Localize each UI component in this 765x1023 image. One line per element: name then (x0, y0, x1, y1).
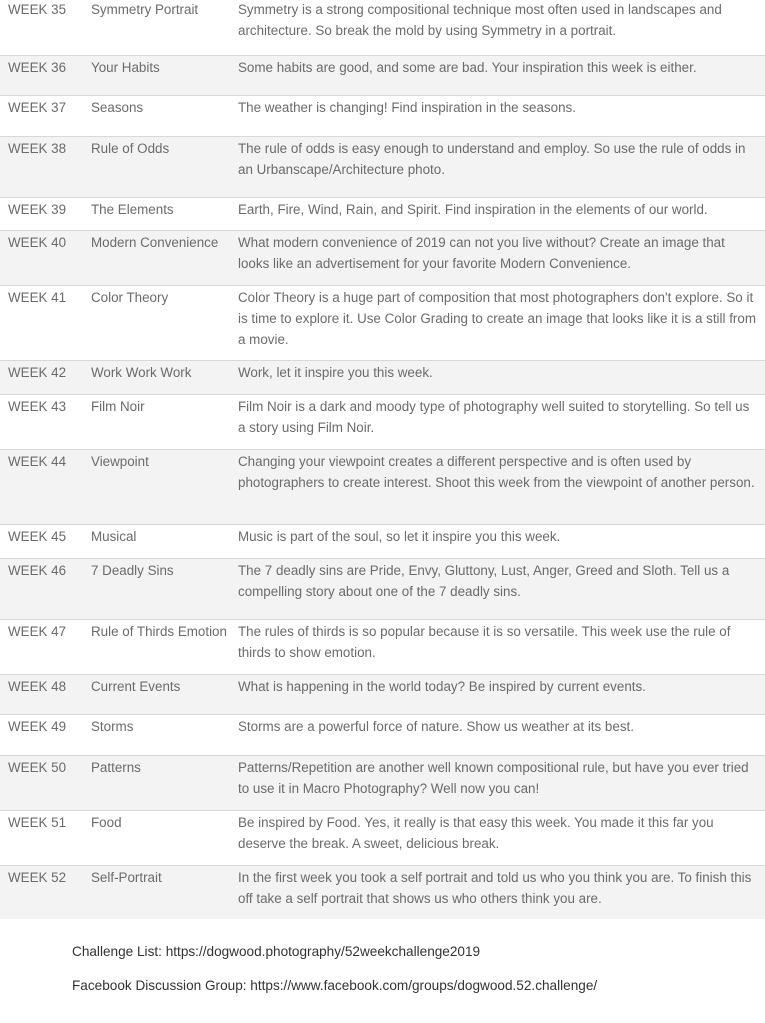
table-row (0, 715, 765, 756)
theme-cell: Symmetry Portrait (91, 2, 199, 17)
week-cell: WEEK 48 (8, 679, 67, 694)
description-cell: What modern convenience of 2019 can not you live without? Create an image that looks like an advertisement for your favorite Modern Convenience. (238, 235, 725, 271)
theme-cell: Storms (91, 719, 134, 734)
table-row (0, 620, 765, 675)
table-row (0, 756, 765, 811)
description-cell: Symmetry is a strong compositional technique most often used in landscapes and architecture. So break the mold by using Symmetry in a portrait. (238, 2, 722, 38)
description-cell: Music is part of the soul, so let it inspire you this week. (238, 529, 561, 544)
week-cell: WEEK 42 (8, 365, 67, 380)
description-cell: The rules of thirds is so popular because it is so versatile. This week use the rule of thirds to show emotion. (238, 624, 731, 660)
week-cell: WEEK 40 (8, 235, 67, 250)
description-cell: In the first week you took a self portrait and told us who you think you are. To finish this off take a self portrait that shows us who others think you are. (238, 870, 752, 906)
theme-cell: The Elements (91, 202, 174, 217)
week-cell: WEEK 45 (8, 529, 67, 544)
description-cell: What is happening in the world today? Be inspired by current events. (238, 679, 646, 694)
description-cell: Changing your viewpoint creates a different perspective and is often used by photographers to create interest. Shoot this week from the viewpoint of another person. (238, 454, 755, 490)
week-cell: WEEK 43 (8, 399, 67, 414)
table-row (0, 450, 765, 525)
theme-cell: Rule of Thirds Emotion (91, 624, 227, 639)
theme-cell: Work Work Work (91, 365, 192, 380)
description-cell: Patterns/Repetition are another well known compositional rule, but have you ever tried to use it in Macro Photography? Well now you can! (238, 760, 749, 796)
description-cell: Storms are a powerful force of nature. Show us weather at its best. (238, 719, 634, 734)
table-row (0, 866, 765, 919)
table-row (0, 231, 765, 286)
week-cell: WEEK 44 (8, 454, 67, 469)
description-cell: Film Noir is a dark and moody type of photography well suited to storytelling. So tell us a story using Film Noir. (238, 399, 750, 435)
table-row (0, 361, 765, 395)
theme-cell: Patterns (91, 760, 141, 775)
table-row (0, 198, 765, 231)
theme-cell: Current Events (91, 679, 181, 694)
facebook-group-link[interactable]: Facebook Discussion Group: https://www.facebook.com/groups/dogwood.52.challenge/ (72, 978, 598, 993)
week-cell: WEEK 49 (8, 719, 67, 734)
week-cell: WEEK 50 (8, 760, 67, 775)
description-cell: Work, let it inspire you this week. (238, 365, 433, 380)
description-cell: Color Theory is a huge part of composition that most photographers don't explore. So it is time to explore it. Use Color Grading to create an image that looks like it is a still from a movie. (238, 290, 756, 347)
table-row (0, 0, 765, 56)
table-row (0, 96, 765, 137)
table-row (0, 811, 765, 866)
theme-cell: Food (91, 815, 122, 830)
week-cell: WEEK 46 (8, 563, 67, 578)
theme-cell: 7 Deadly Sins (91, 563, 174, 578)
table-row (0, 137, 765, 198)
theme-cell: Self-Portrait (91, 870, 162, 885)
table-row (0, 559, 765, 620)
week-cell: WEEK 41 (8, 290, 67, 305)
theme-cell: Color Theory (91, 290, 169, 305)
week-cell: WEEK 47 (8, 624, 67, 639)
theme-cell: Musical (91, 529, 137, 544)
theme-cell: Film Noir (91, 399, 145, 414)
description-cell: The weather is changing! Find inspiration in the seasons. (238, 100, 576, 115)
theme-cell: Seasons (91, 100, 144, 115)
description-cell: The 7 deadly sins are Pride, Envy, Gluttony, Lust, Anger, Greed and Sloth. Tell us a compelling story about one of the 7 deadly sins. (238, 563, 730, 599)
week-cell: WEEK 35 (8, 2, 67, 17)
week-cell: WEEK 36 (8, 60, 67, 75)
table-row (0, 56, 765, 96)
theme-cell: Modern Convenience (91, 235, 219, 250)
challenge-list-link[interactable]: Challenge List: https://dogwood.photography/52weekchallenge2019 (72, 944, 481, 959)
description-cell: Earth, Fire, Wind, Rain, and Spirit. Find inspiration in the elements of our world. (238, 202, 708, 217)
description-cell: The rule of odds is easy enough to understand and employ. So use the rule of odds in an Urbanscape/Architecture photo. (238, 141, 746, 177)
table-row (0, 525, 765, 559)
table-row (0, 286, 765, 361)
description-cell: Some habits are good, and some are bad. Your inspiration this week is either. (238, 60, 697, 75)
week-cell: WEEK 52 (8, 870, 67, 885)
table-row (0, 395, 765, 450)
table-row (0, 675, 765, 715)
week-cell: WEEK 51 (8, 815, 67, 830)
week-cell: WEEK 37 (8, 100, 67, 115)
theme-cell: Rule of Odds (91, 141, 170, 156)
description-cell: Be inspired by Food. Yes, it really is that easy this week. You made it this far you deserve the break. A sweet, delicious break. (238, 815, 714, 851)
theme-cell: Your Habits (91, 60, 160, 75)
theme-cell: Viewpoint (91, 454, 149, 469)
week-cell: WEEK 38 (8, 141, 67, 156)
week-cell: WEEK 39 (8, 202, 67, 217)
